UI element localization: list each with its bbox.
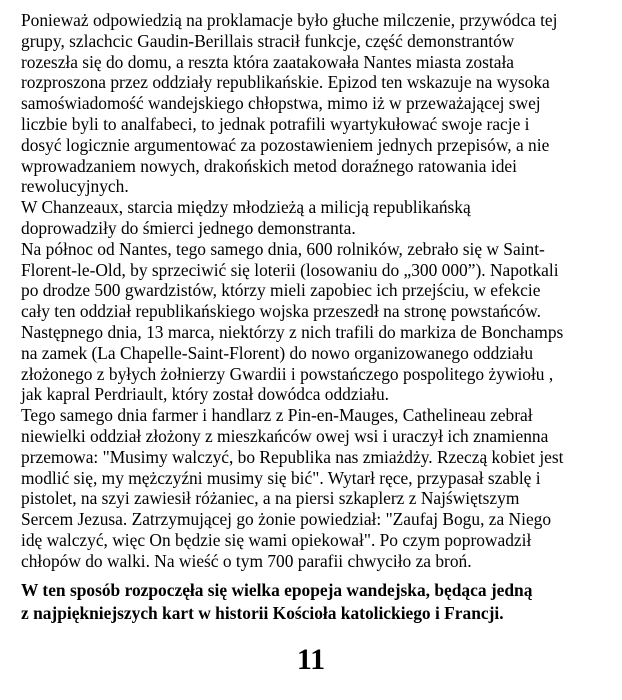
text-line: pistolet, na szyi zawiesił różaniec, a na piersi szkaplerz z Najświętszym bbox=[21, 488, 520, 509]
text-line: grupy, szlachcic Gaudin-Berillais stracił funkcje, część demonstrantów bbox=[21, 30, 515, 51]
text-line: rozeszła się do domu, a reszta która zaatakowała Nantes miasta została bbox=[21, 51, 515, 72]
text-line: chłopów do walki. Na wieść o tym 700 parafii chwyciło za broń. bbox=[21, 550, 472, 571]
text-line: przemowa: "Musimy walczyć, bo Republika nas zmiażdży. Rzeczą kobiet jest bbox=[21, 446, 564, 467]
text-line: Florent-le-Old, by sprzeciwić się loterii (losowaniu do „300 000”). Napotkali bbox=[21, 259, 559, 280]
text-line: idę walczyć, więc On będzie się wami opiekował". Po czym poprowadził bbox=[21, 529, 532, 550]
paragraph-4 bbox=[21, 405, 611, 571]
text-line: liczbie byli to analfabeci, to jednak potrafili wyartykułować swoje racje i bbox=[21, 113, 530, 134]
text-line: Następnego dnia, 13 marca, niektórzy z nich trafili do markiza de Bonchamps bbox=[21, 321, 564, 342]
text-line: W Chanzeaux, starcia między młodzieżą a milicją republikańską bbox=[21, 197, 471, 218]
paragraph-2 bbox=[21, 197, 611, 239]
page-number: 11 bbox=[296, 643, 326, 676]
text-line: Na północ od Nantes, tego samego dnia, 600 rolników, zebrało się w Saint- bbox=[21, 238, 545, 259]
document-page bbox=[21, 10, 611, 625]
text-line: samoświadomość wandejskiego chłopstwa, mimo iż w przeważającej swej bbox=[21, 93, 541, 114]
text-line: wprowadzaniem nowych, drakońskich metod doraźnego ratowania idei bbox=[21, 155, 517, 176]
text-line: Sercem Jezusa. Zatrzymującej go żonie powiedział: "Zaufaj Bogu, za Niego bbox=[21, 509, 552, 530]
text-line: Tego samego dnia farmer i handlarz z Pin-en-Mauges, Cathelineau zebrał bbox=[21, 405, 533, 426]
paragraph-1 bbox=[21, 10, 611, 197]
conclusion-line: W ten sposób rozpoczęła się wielka epopeja wandejska, będąca jedną bbox=[21, 579, 533, 600]
text-line: jak kapral Perdriault, który został dowódca oddziału. bbox=[21, 384, 389, 405]
paragraph-3 bbox=[21, 239, 611, 405]
text-line: Ponieważ odpowiedzią na proklamacje było głuche milczenie, przywódca tej bbox=[21, 10, 558, 30]
text-line: na zamek (La Chapelle-Saint-Florent) do nowo organizowanego oddziału bbox=[21, 342, 534, 363]
text-line: modlić się, my mężczyźni musimy się bić". Wytarł ręce, przypasał szablę i bbox=[21, 467, 541, 488]
conclusion-paragraph bbox=[21, 579, 611, 625]
text-line: rewolucyjnych. bbox=[21, 176, 129, 197]
text-line: cały ten oddział republikańskiego wojska przeszedł na stronę powstańców. bbox=[21, 301, 541, 322]
text-line: doprowadziły do śmierci jednego demonstranta. bbox=[21, 217, 356, 238]
text-line: rozproszona przez oddziały republikańskie. Epizod ten wskazuje na wysoka bbox=[21, 72, 550, 93]
text-line: po drodze 500 gwardzistów, którzy mieli zapobiec ich przejściu, w efekcie bbox=[21, 280, 541, 301]
text-line: dosyć logicznie argumentować za pozostawieniem jednych przepisów, a nie bbox=[21, 134, 550, 155]
text-line: złożonego z byłych żołnierzy Gwardii i powstańczego pospolitego żywiołu , bbox=[21, 363, 554, 384]
text-line: niewielki oddział złożony z mieszkańców owej wsi i uraczył ich znamienna bbox=[21, 425, 549, 446]
conclusion-line: z najpiękniejszych kart w historii Kościoła katolickiego i Francji. bbox=[21, 602, 504, 623]
